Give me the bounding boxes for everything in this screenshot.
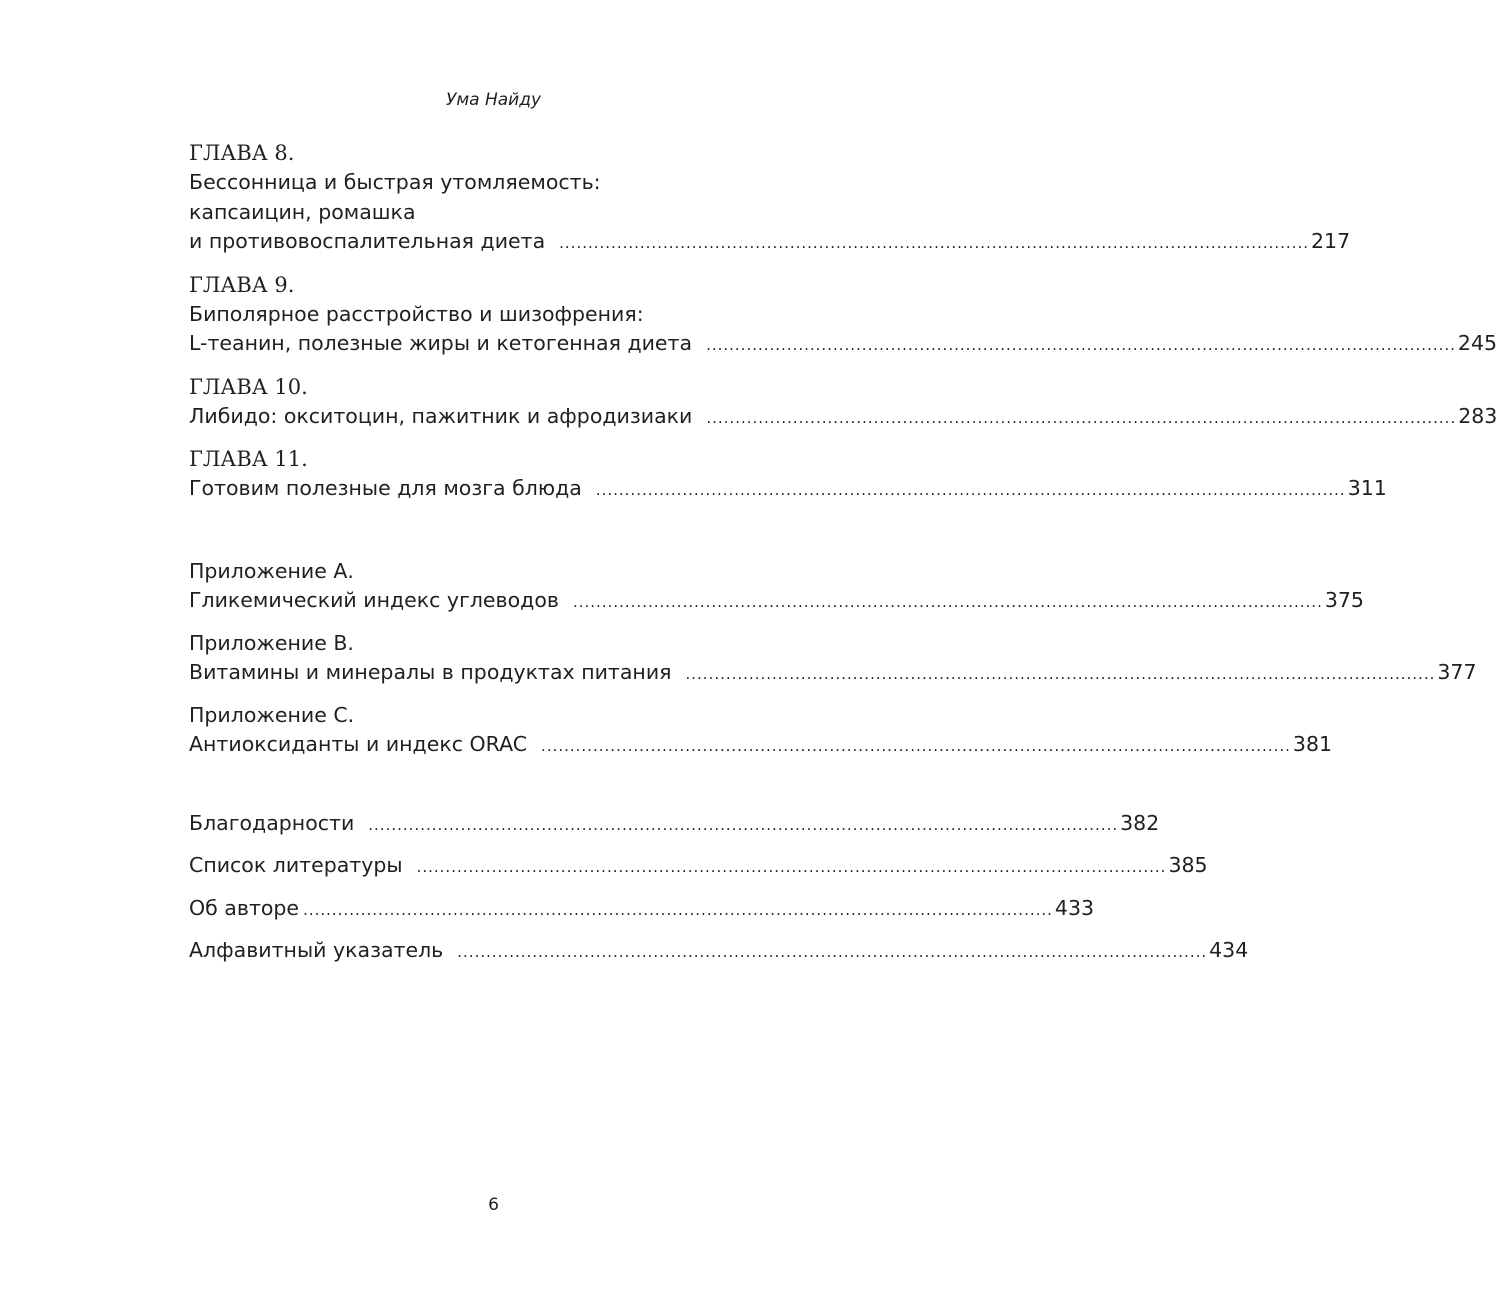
chapter-label: ГЛАВА 9. — [189, 272, 295, 297]
dot-leader: .................................................................................................................................. — [541, 737, 1291, 755]
toc-entry-appendix-a[interactable] — [189, 557, 1364, 618]
toc-leader-line — [189, 227, 1351, 259]
dot-leader: .................................................................................................................................. — [572, 593, 1323, 611]
dot-leader: .................................................................................................................................. — [303, 900, 1053, 919]
back-matter-title: Благодарности — [189, 810, 355, 835]
appendix-title: Гликемический индекс углеводов — [189, 588, 559, 612]
appendix-label: Приложение В. — [189, 630, 354, 655]
page-folio: 6 — [488, 1195, 499, 1215]
toc-entry-bibliography[interactable] — [189, 851, 1208, 883]
toc-entry-index[interactable] — [189, 936, 1249, 968]
chapter-label: ГЛАВА 11. — [189, 447, 308, 471]
page-number: 283 — [1458, 403, 1497, 428]
page-number: 375 — [1324, 588, 1364, 612]
toc-entry-appendix-b[interactable] — [189, 629, 1477, 690]
dot-leader: .................................................................................................................................. — [685, 665, 1436, 683]
section-spacer — [189, 773, 819, 809]
appendix-title: Витамины и минералы в продуктах питания — [189, 660, 672, 684]
dot-leader: .................................................................................................................................. — [559, 234, 1309, 252]
dot-leader: .................................................................................................................................. — [457, 943, 1208, 961]
toc-entry-chapter-10[interactable] — [189, 372, 1497, 434]
chapter-title-line: Готовим полезные для мозга блюда — [189, 476, 582, 500]
toc-leader-line — [189, 894, 1095, 926]
toc-leader-line — [189, 809, 1160, 841]
chapter-title-line: и противовоспалительная диета — [189, 229, 546, 253]
chapter-title-line: Бессонница и быстрая утомляемость: — [189, 170, 601, 194]
toc-entry-chapter-11[interactable] — [189, 444, 1387, 506]
dot-leader: .................................................................................................................................. — [706, 336, 1456, 354]
dot-leader: .................................................................................................................................. — [706, 408, 1457, 427]
appendix-title: Антиоксиданты и индекс ORAC — [189, 732, 528, 756]
page-number: 382 — [1120, 810, 1160, 835]
dot-leader: .................................................................................................................................. — [595, 481, 1346, 499]
chapter-label: ГЛАВА 10. — [189, 374, 308, 399]
back-matter-title: Алфавитный указатель — [189, 938, 444, 962]
back-matter-title: Об авторе — [189, 895, 300, 920]
chapter-title-line: Либидо: окситоцин, пажитник и афродизиаки — [189, 403, 693, 428]
section-spacer — [189, 517, 819, 557]
toc-leader-line — [189, 730, 1333, 762]
toc-entry-acknowledgements[interactable] — [189, 809, 1160, 841]
running-head: Ума Найду — [445, 90, 542, 110]
toc-leader-line — [189, 402, 1497, 434]
toc-leader-line — [189, 851, 1208, 883]
toc-leader-line — [189, 658, 1477, 690]
page-number: 433 — [1054, 895, 1095, 920]
page-number: 217 — [1311, 229, 1351, 253]
back-matter-title: Список литературы — [189, 853, 403, 877]
chapter-title-line: капсаицин, ромашка — [189, 199, 416, 224]
dot-leader: .................................................................................................................................. — [416, 858, 1167, 876]
page-number: 385 — [1168, 853, 1208, 877]
chapter-title-line: L-теанин, полезные жиры и кетогенная диета — [189, 331, 693, 355]
page-number: 245 — [1457, 331, 1497, 355]
chapter-title-line: Биполярное расстройство и шизофрения: — [189, 301, 644, 326]
dot-leader: .................................................................................................................................. — [368, 815, 1119, 834]
toc-entry-about-author[interactable] — [189, 894, 1095, 926]
toc-leader-line — [189, 586, 1364, 618]
toc-leader-line — [189, 474, 1387, 506]
table-of-contents — [189, 138, 1497, 979]
toc-entry-appendix-c[interactable] — [189, 701, 1333, 762]
page-number: 377 — [1437, 660, 1477, 684]
page-number: 434 — [1209, 938, 1249, 962]
toc-entry-chapter-9[interactable] — [189, 270, 1497, 361]
toc-leader-line — [189, 329, 1497, 361]
chapter-label: ГЛАВА 8. — [189, 141, 295, 165]
appendix-label: Приложение С. — [189, 702, 355, 727]
appendix-label: Приложение А. — [189, 558, 354, 583]
page-number: 311 — [1347, 476, 1387, 500]
page-number: 381 — [1292, 732, 1333, 756]
toc-entry-chapter-8[interactable] — [189, 138, 1351, 259]
toc-leader-line — [189, 936, 1249, 968]
